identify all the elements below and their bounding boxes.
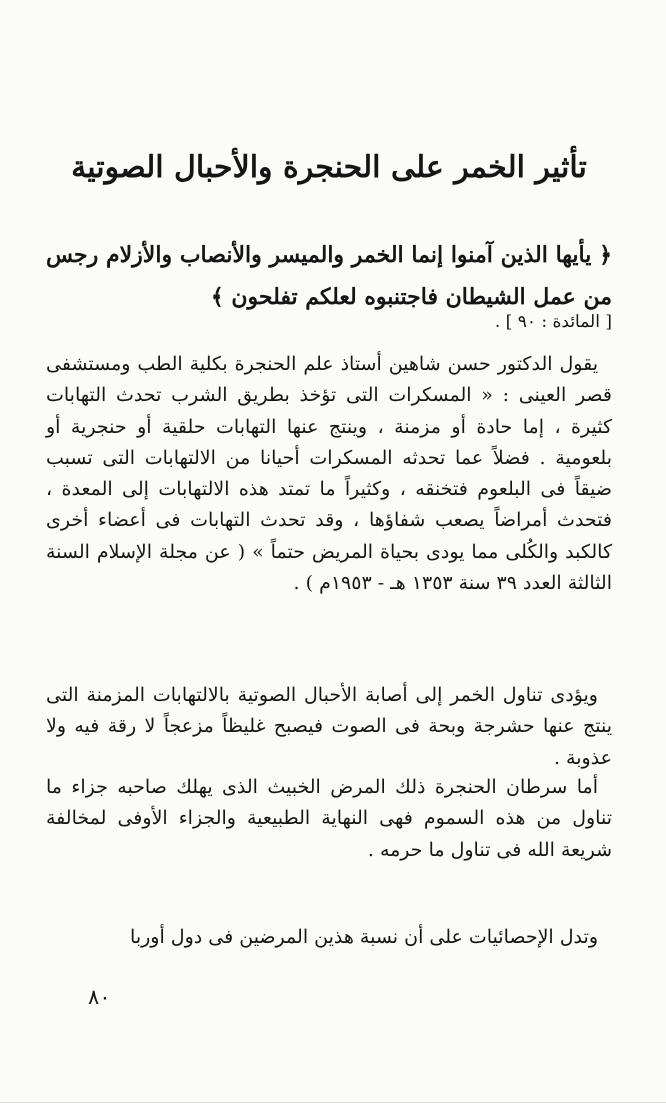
paragraph: ويؤدى تناول الخمر إلى أصابة الأحبال الصوتية بالالتهابات المزمنة التى ينتج عنها حشرجة وبحة فى الصوت فيصبح غليظاً مزعجاً لا رقة فيه ولا عذوبة . <box>46 684 612 769</box>
verse-reference: [ المائدة : ٩٠ ] . <box>494 312 612 332</box>
quran-verse: ﴿ يأيها الذين آمنوا إنما الخمر والميسر والأنصاب والأزلام رجس من عمل الشيطان فاجتنبوه لعلكم تفلحون ﴾ <box>46 242 612 310</box>
paragraph: وتدل الإحصائيات على أن نسبة هذين المرضين فى دول أوربا <box>130 926 598 948</box>
paragraph: يقول الدكتور حسن شاهين أستاذ علم الحنجرة بكلية الطب ومستشفى قصر العينى : « المسكرات التى تؤخذ بطريق الشرب تحدث التهابات كثيرة ، إما حادة أو مزمنة ، وينتج عنها التهابات حلقية أو حنجرية أو بلعومية . فضلاً عما تحدثه المسكرات أحيانا من الالتهابات التى تسبب ضيقاً فى البلعوم فتخنقه ، وكثيراً ما تمتد هذه الالتهابات إلى المعدة ، فتحدث أمراضاً يصعب شفاؤها ، وقد تحدث التهابات فى أعضاء أخرى كالكبد والكُلى مما يودى بحياة المريض حتماً » ( عن مجلة الإسلام السنة الثالثة العدد ٣٩ سنة ١٣٥٣ هـ - ١٩٥٣م ) . <box>46 353 612 595</box>
page-number: ٨٠ <box>88 985 111 1009</box>
page-title: تأثير الخمر على الحنجرة والأحبال الصوتية <box>71 150 587 185</box>
book-page <box>46 0 612 1103</box>
paragraph: أما سرطان الحنجرة ذلك المرض الخبيث الذى يهلك صاحبه جزاء ما تناول من هذه السموم فهى النهاية الطبيعية والجزاء الأوفى لمخالفة شريعة الله فى تناول ما حرمه . <box>46 776 612 861</box>
